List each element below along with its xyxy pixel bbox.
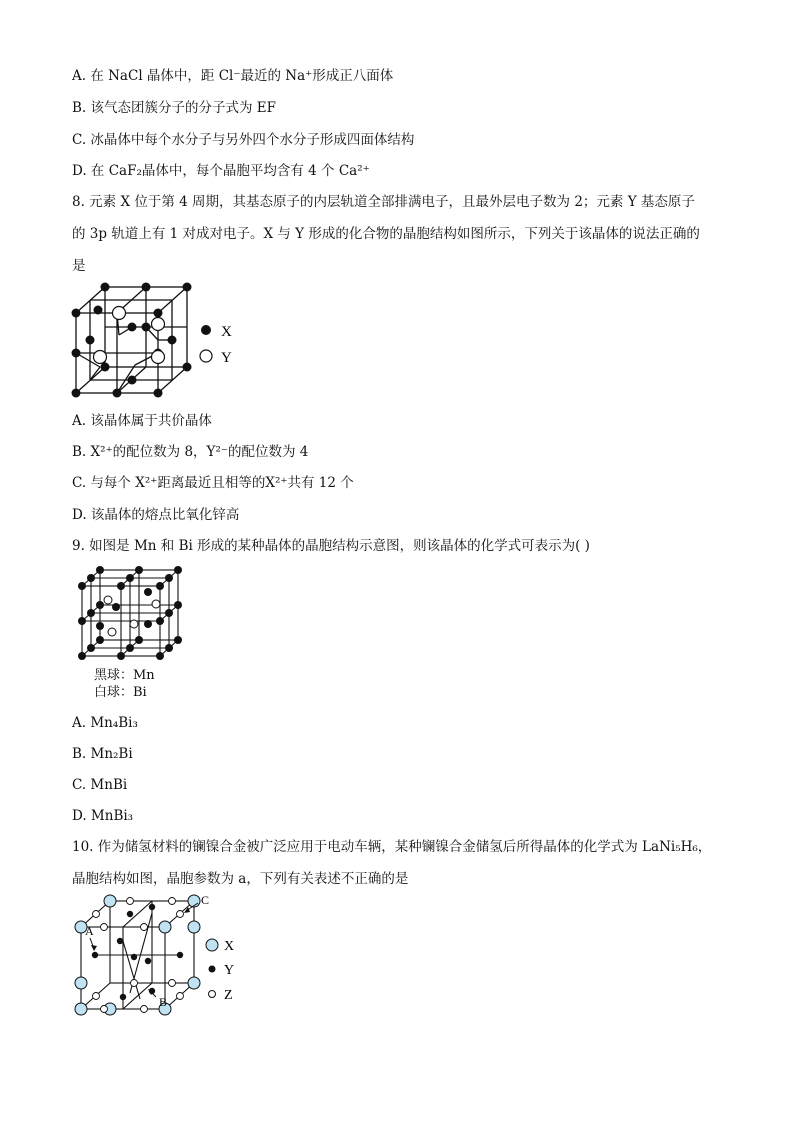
q10-crystal-cell-figure [68,893,258,1018]
q9-stem: 9. 如图是 Mn 和 Bi 形成的某种晶体的晶胞结构示意图，则该晶体的化学式可表示为( ) [72,538,590,554]
q9-legend-white: 白球：Bi [94,685,147,700]
legend-x-dot [201,325,211,335]
q8-option-d: D. 该晶体的熔点比氧化锌高 [72,507,240,523]
q7-option-a: A. 在 NaCl 晶体中，距 Cl⁻最近的 Na⁺形成正八面体 [72,68,394,84]
q10-stem-line1: 10. 作为储氢材料的镧镍合金被广泛应用于电动车辆，某种镧镍合金储氢后所得晶体的化学式为 LaNi₅H₆， [72,839,712,855]
q9-crystal-cell-figure [76,564,188,664]
q10-legend-y-label: Y [224,963,235,978]
q9-option-b: B. Mn₂Bi [72,746,133,762]
q7-option-d: D. 在 CaF₂晶体中，每个晶胞平均含有 4 个 Ca²⁺ [72,163,370,179]
q8-option-b: B. X²⁺的配位数为 8，Y²⁻的配位数为 4 [72,444,309,460]
q10-legend-x-label: X [224,939,235,954]
legend-y-label: Y [221,350,232,366]
q10-stem-line2: 晶胞结构如图，晶胞参数为 a，下列有关表述不正确的是 [72,871,409,887]
q10-legend-z-dot [209,991,216,998]
q8-option-a: A. 该晶体属于共价晶体 [72,413,212,429]
q9-legend-black: 黑球：Mn [94,668,155,683]
q10-legend-x-dot [206,939,218,951]
q8-crystal-cell-figure [68,280,258,400]
q9-option-a: A. Mn₄Bi₃ [72,715,138,731]
q8-stem-line3: 是 [72,258,86,274]
q9-option-c: C. MnBi [72,777,128,793]
q8-stem-line2: 的 3p 轨道上有 1 对成对电子。X 与 Y 形成的化合物的晶胞结构如图所示，下列关于该晶体的说法正确的 [72,226,700,242]
q8-option-c: C. 与每个 X²⁺距离最近且相等的X²⁺共有 12 个 [72,475,354,491]
q7-option-c: C. 冰晶体中每个水分子与另外四个水分子形成四面体结构 [72,132,415,148]
q10-label-c: C [201,893,210,907]
q10-legend-z-label: Z [224,988,233,1003]
q8-stem-line1: 8. 元素 X 位于第 4 周期，其基态原子的内层轨道全部排满电子，且最外层电子数为 2；元素 Y 基态原子 [72,194,695,210]
q9-option-d: D. MnBi₃ [72,808,134,824]
legend-x-label: X [221,324,232,340]
q7-option-b: B. 该气态团簇分子的分子式为 EF [72,100,277,116]
q10-legend-y-dot [209,966,216,973]
legend-y-dot [200,350,212,362]
q10-label-b: B [159,995,168,1009]
q10-label-a: A [85,924,94,938]
